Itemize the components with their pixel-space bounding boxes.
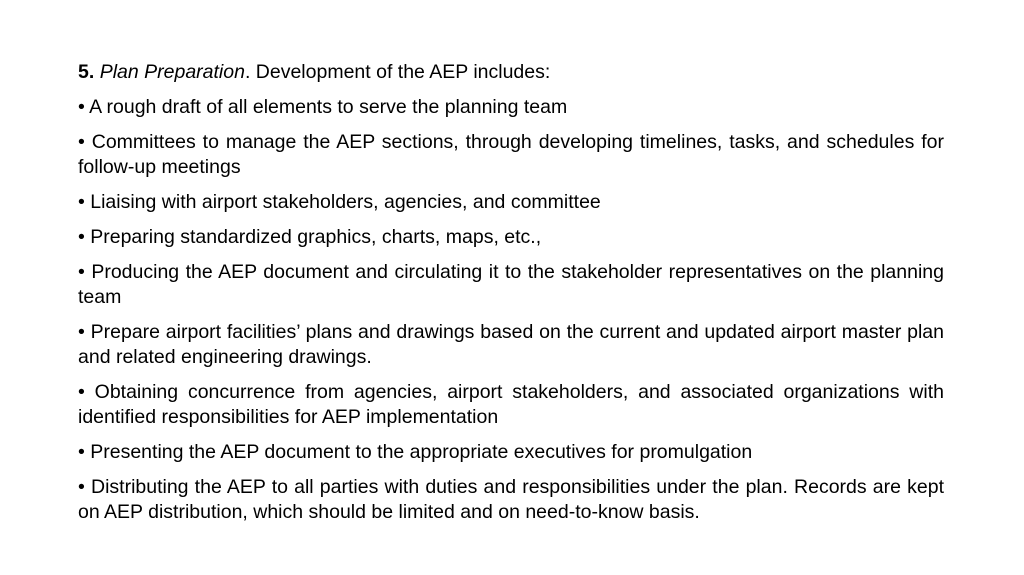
bullet-item-liaising: • Liaising with airport stakeholders, agencies, and committee (78, 191, 601, 213)
bullet-item-producing: • Producing the AEP document and circulating it to the stakeholder representatives on the planning team (78, 261, 944, 308)
bullet-item-concurrence: • Obtaining concurrence from agencies, airport stakeholders, and associated organizations with identified responsibilities for AEP implementation (78, 381, 944, 428)
bullet-item-presenting: • Presenting the AEP document to the appropriate executives for promulgation (78, 441, 753, 463)
bullet-item-rough-draft: • A rough draft of all elements to serve the planning team (78, 96, 568, 118)
section-term: Plan Preparation (99, 61, 245, 83)
section-number: 5. (78, 61, 95, 83)
bullet-item-graphics: • Preparing standardized graphics, charts, maps, etc., (78, 226, 542, 248)
bullet-item-facility-plans: • Prepare airport facilities’ plans and drawings based on the current and updated airport master plan and related engineering drawings. (78, 321, 944, 368)
bullet-item-committees: • Committees to manage the AEP sections, through developing timelines, tasks, and schedules for follow-up meetings (78, 131, 944, 178)
slide-content (78, 60, 944, 535)
section-intro: . Development of the AEP includes: (244, 61, 551, 83)
section-heading (78, 60, 944, 85)
bullet-item-distributing: • Distributing the AEP to all parties with duties and responsibilities under the plan. Records are kept on AEP distribution, which should be limited and on need-to-know basis. (78, 476, 944, 523)
